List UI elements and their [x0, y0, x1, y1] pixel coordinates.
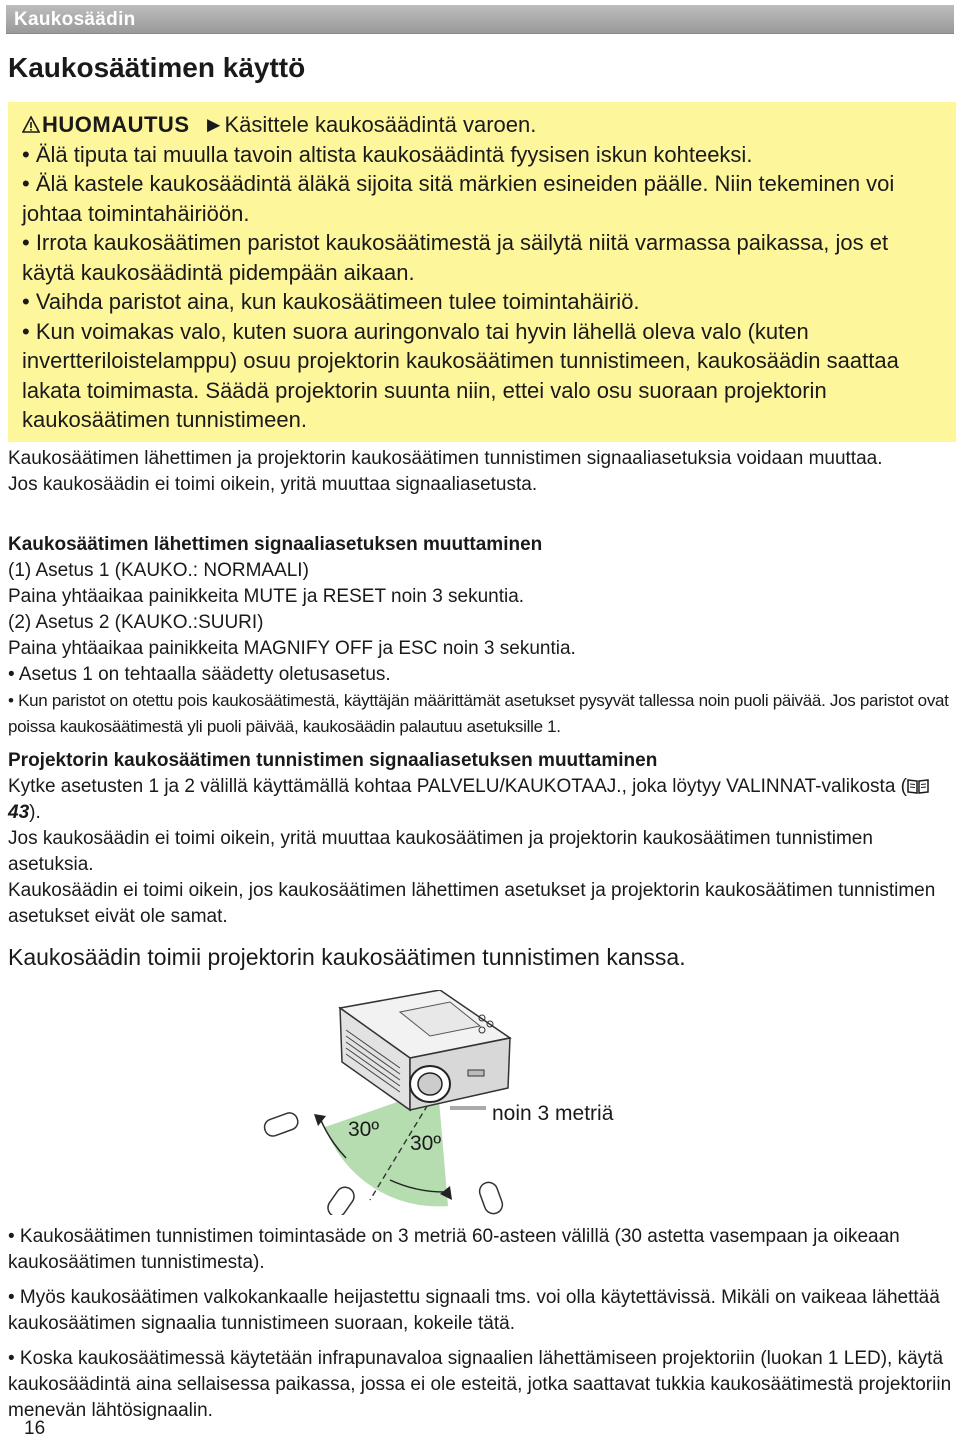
- remote-control-icon: [477, 1180, 505, 1215]
- transmitter-heading: Kaukosäätimen lähettimen signaaliasetuksen muuttaminen: [8, 534, 543, 555]
- caution-description: ►Käsittele kaukosäädintä varoen.: [202, 112, 537, 137]
- remote-control-icon: [262, 1111, 300, 1139]
- remote-control-icon: [324, 1184, 357, 1215]
- transmitter-line: Paina yhtäaikaa painikkeita MAGNIFY OFF ja ESC noin 3 sekuntia.: [8, 638, 576, 659]
- arrow-head-icon: [314, 1114, 326, 1126]
- angle-label-right: 30º: [410, 1132, 442, 1155]
- sensor-line: Jos kaukosäädin ei toimi oikein, yritä muuttaa kaukosäätimen ja projektorin kaukosäätimen tunnistimen asetuksia.: [8, 828, 873, 875]
- page-reference[interactable]: 43: [8, 802, 30, 823]
- section-title: Kaukosäädin: [14, 9, 136, 30]
- transmitter-section: [8, 532, 958, 740]
- caution-heading: [22, 110, 942, 140]
- transmitter-line: • Asetus 1 on tehtaalla säädetty oletusasetus.: [8, 664, 391, 685]
- range-note: • Koska kaukosäätimessä käytetään infrapunavaloa signaalien lähettämiseen projektoriin (luokan 1 LED), käytä kaukosäädintä aina sellaisessa paikassa, jossa ei ole esteitä, jotka saattavat tukkia kaukosäätimestä projektoriin menevän lähtösignaalin.: [8, 1348, 952, 1421]
- intro-paragraph: Kaukosäätimen lähettimen ja projektorin kaukosäätimen tunnistimen signaaliasetuksia voidaan muuttaa.: [8, 448, 883, 469]
- intro-text: [8, 446, 958, 498]
- sensor-section: [8, 748, 958, 930]
- transmitter-note: • Kun paristot on otettu pois kaukosäätimestä, käyttäjän määrittämät asetukset pysyvät tallessa noin puoli päivää. Jos paristot ovat poissa kaukosäätimestä yli puoli päivää, kaukosäädin palautuu asetuksille 1.: [8, 691, 949, 736]
- section-header-bar: [6, 5, 954, 34]
- transmitter-line: Paina yhtäaikaa painikkeita MUTE ja RESET noin 3 sekuntia.: [8, 586, 525, 607]
- caution-item: • Kun voimakas valo, kuten suora auringonvalo tai hyvin lähellä oleva valo (kuten invertteriloistelamppu) osuu projektorin kaukosäätimen tunnistimeen, kaukosäädin saattaa lakata toimimasta. Säädä projektorin suunta niin, ettei valo osu suoraan projektorin kaukosäätimen tunnistimeen.: [22, 318, 899, 432]
- caution-box: [8, 102, 956, 442]
- book-reference-icon: [907, 778, 929, 794]
- caution-item: • Älä tiputa tai muulla tavoin altista kaukosäädintä fyysisen iskun kohteeksi.: [22, 141, 753, 167]
- caution-item: • Irrota kaukosäätimen paristot kaukosäätimestä ja säilytä niitä varmassa paikassa, jos et käytä kaukosäädintä pidempään aikaan.: [22, 230, 889, 285]
- caution-label: HUOMAUTUS: [42, 112, 190, 137]
- page-title: Kaukosäätimen käyttö: [8, 52, 306, 83]
- intro-paragraph: Jos kaukosäädin ei toimi oikein, yritä muuttaa signaaliasetusta.: [8, 474, 538, 495]
- remote-range-figure: [250, 990, 670, 1215]
- distance-label: noin 3 metriä: [492, 1102, 614, 1125]
- angle-label-left: 30º: [348, 1118, 380, 1141]
- warning-triangle-icon: [22, 116, 40, 133]
- transmitter-line: (1) Asetus 1 (KAUKO.: NORMAALI): [8, 560, 309, 581]
- range-heading: Kaukosäädin toimii projektorin kaukosäätimen tunnistimen kanssa.: [8, 944, 686, 970]
- range-note: • Kaukosäätimen tunnistimen toimintasäde on 3 metriä 60-asteen välillä (30 astetta vasempaan ja oikeaan kaukosäätimen tunnistimesta).: [8, 1226, 900, 1273]
- caution-item: • Vaihda paristot aina, kun kaukosäätimeen tulee toimintahäiriö.: [22, 289, 640, 314]
- caution-item: • Älä kastele kaukosäädintä äläkä sijoita sitä märkien esineiden päälle. Niin tekeminen voi johtaa toimintahäiriöön.: [22, 171, 895, 226]
- sensor-line: Kytke asetusten 1 ja 2 välillä käyttämällä kohtaa PALVELU/KAUKOTAAJ., joka löytyy VALINNAT-valikosta (43).: [8, 774, 958, 826]
- range-note: • Myös kaukosäätimen valkokankaalle heijastettu signaali tms. voi olla käytettävissä. Mikäli on vaikeaa lähettää kaukosäätimen signaalia tunnistimeen suoraan, kokeile tätä.: [8, 1287, 940, 1334]
- page-number: 16: [24, 1418, 46, 1439]
- transmitter-line: (2) Asetus 2 (KAUKO.:SUURI): [8, 612, 264, 633]
- sensor-heading: Projektorin kaukosäätimen tunnistimen signaaliasetuksen muuttaminen: [8, 750, 658, 771]
- sensor-line: Kaukosäädin ei toimi oikein, jos kaukosäätimen lähettimen asetukset ja projektorin kaukosäätimen tunnistimen asetukset eivät ole samat.: [8, 880, 936, 927]
- range-notes: [8, 1224, 958, 1424]
- projector-icon: [340, 990, 510, 1110]
